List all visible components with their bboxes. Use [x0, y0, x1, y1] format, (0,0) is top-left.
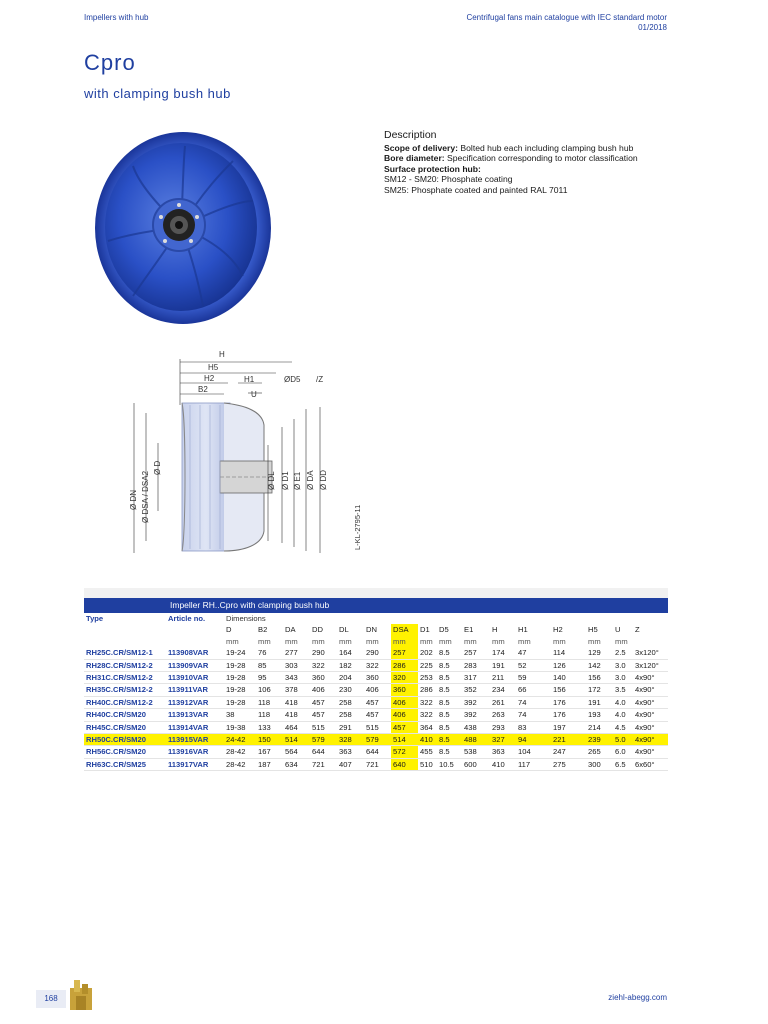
blank-cell	[166, 624, 224, 635]
dim-label-D1: Ø D1	[281, 471, 290, 490]
value-cell: 328	[337, 734, 364, 746]
value-cell: 277	[283, 647, 310, 659]
column-header: H5	[588, 625, 598, 635]
dimension-drawing	[124, 345, 374, 567]
dim-label-DN: Ø DN	[129, 490, 138, 510]
value-cell: 406	[364, 684, 391, 696]
scope-text: Bolted hub each including clamping bush hub	[460, 142, 634, 153]
value-cell: 322	[418, 709, 437, 721]
value-cell: 644	[364, 746, 391, 758]
unit-cell: mm	[615, 636, 628, 646]
value-cell: 191	[490, 659, 516, 671]
value-cell: 204	[337, 672, 364, 684]
value-cell: 150	[256, 734, 283, 746]
value-cell: 514	[283, 734, 310, 746]
dim-label-H1: H1	[244, 375, 255, 384]
value-cell: 83	[516, 721, 551, 733]
value-cell: 286	[391, 659, 418, 671]
value-cell: 378	[283, 684, 310, 696]
dim-label-Z: /Z	[316, 375, 324, 384]
table-row	[84, 659, 668, 671]
value-cell: 2.5	[613, 647, 633, 659]
value-cell: 290	[364, 647, 391, 659]
value-cell: 19-38	[224, 721, 256, 733]
value-cell: 239	[586, 734, 613, 746]
value-cell: 538	[462, 746, 490, 758]
column-header: DD	[312, 625, 323, 635]
value-cell: 4x90°	[633, 709, 668, 721]
value-cell: 488	[462, 734, 490, 746]
value-cell: 28-42	[224, 758, 256, 770]
value-cell: 4x90°	[633, 734, 668, 746]
value-cell: 634	[283, 758, 310, 770]
value-cell: 172	[586, 684, 613, 696]
value-cell: 191	[586, 696, 613, 708]
value-cell: 174	[490, 647, 516, 659]
value-cell: 418	[283, 696, 310, 708]
table-row	[84, 647, 668, 659]
value-cell: 114	[551, 647, 586, 659]
value-cell: 640	[391, 758, 418, 770]
value-cell: 258	[337, 696, 364, 708]
unit-cell: mm	[464, 636, 477, 646]
value-cell: 106	[256, 684, 283, 696]
type-cell: RH56C.CR/SM20	[84, 746, 166, 758]
unit-cell: mm	[420, 636, 433, 646]
type-cell: RH40C.CR/SM12-2	[84, 696, 166, 708]
value-cell: 8.5	[437, 659, 462, 671]
bore-label: Bore diameter:	[384, 153, 445, 164]
value-cell: 457	[310, 696, 337, 708]
value-cell: 140	[551, 672, 586, 684]
surface-line-1: SM12 - SM20: Phosphate coating	[384, 174, 513, 185]
value-cell: 156	[586, 672, 613, 684]
value-cell: 118	[256, 709, 283, 721]
value-cell: 438	[462, 721, 490, 733]
header-catalogue-date: 01/2018	[638, 23, 667, 32]
unit-cell: mm	[588, 636, 601, 646]
unit-cell: mm	[439, 636, 452, 646]
value-cell: 95	[256, 672, 283, 684]
table-row	[84, 758, 668, 770]
surface-label: Surface protection hub:	[384, 163, 481, 174]
value-cell: 6x60°	[633, 758, 668, 770]
table-units-row	[84, 636, 668, 647]
dim-label-D5: ØD5	[284, 375, 301, 384]
value-cell: 515	[364, 721, 391, 733]
column-header: DN	[366, 625, 377, 635]
value-cell: 3.5	[613, 684, 633, 696]
value-cell: 515	[310, 721, 337, 733]
table-row	[84, 709, 668, 721]
value-cell: 322	[418, 696, 437, 708]
header-dimensions: Dimensions	[226, 614, 266, 623]
value-cell: 253	[418, 672, 437, 684]
header-article: Article no.	[168, 614, 206, 623]
value-cell: 85	[256, 659, 283, 671]
value-cell: 343	[283, 672, 310, 684]
value-cell: 8.5	[437, 734, 462, 746]
column-header: H	[492, 625, 498, 635]
value-cell: 4x90°	[633, 684, 668, 696]
blank-cell	[84, 624, 166, 635]
value-cell: 4x90°	[633, 672, 668, 684]
value-cell: 6.5	[613, 758, 633, 770]
value-cell: 721	[310, 758, 337, 770]
value-cell: 19-28	[224, 672, 256, 684]
value-cell: 225	[418, 659, 437, 671]
value-cell: 8.5	[437, 709, 462, 721]
column-header: H2	[553, 625, 563, 635]
type-cell: RH28C.CR/SM12-2	[84, 659, 166, 671]
surface-protection	[384, 164, 684, 175]
header-type: Type	[86, 614, 104, 623]
value-cell: 8.5	[437, 721, 462, 733]
value-cell: 10.5	[437, 758, 462, 770]
table-caption: Impeller RH..Cpro with clamping bush hub	[84, 598, 668, 613]
value-cell: 4.5	[613, 721, 633, 733]
column-header: U	[615, 625, 621, 635]
company-logo	[68, 978, 94, 1010]
value-cell: 455	[418, 746, 437, 758]
unit-cell	[633, 636, 668, 647]
description-heading: Description	[384, 129, 437, 141]
unit-cell: mm	[285, 636, 298, 646]
value-cell: 457	[310, 709, 337, 721]
value-cell: 364	[418, 721, 437, 733]
value-cell: 74	[516, 696, 551, 708]
article-cell: 113908VAR	[166, 647, 224, 659]
column-header: B2	[258, 625, 268, 635]
scope-of-delivery	[384, 143, 684, 154]
value-cell: 3.0	[613, 672, 633, 684]
value-cell: 4x90°	[633, 721, 668, 733]
type-cell: RH25C.CR/SM12-1	[84, 647, 166, 659]
table-row	[84, 721, 668, 733]
value-cell: 464	[283, 721, 310, 733]
value-cell: 118	[256, 696, 283, 708]
table-header-row	[84, 613, 668, 624]
value-cell: 66	[516, 684, 551, 696]
value-cell: 8.5	[437, 672, 462, 684]
value-cell: 410	[490, 758, 516, 770]
value-cell: 360	[391, 684, 418, 696]
value-cell: 4x90°	[633, 746, 668, 758]
column-header: DSA	[391, 624, 418, 635]
page-number: 168	[36, 990, 66, 1008]
column-header: Z	[635, 625, 640, 635]
value-cell: 457	[391, 721, 418, 733]
value-cell: 142	[586, 659, 613, 671]
unit-cell: mm	[391, 636, 418, 647]
type-cell: RH45C.CR/SM20	[84, 721, 166, 733]
page-subtitle: with clamping bush hub	[84, 86, 231, 101]
table-row	[84, 684, 668, 696]
value-cell: 6.0	[613, 746, 633, 758]
description-block	[384, 130, 684, 196]
value-cell: 197	[551, 721, 586, 733]
table-row	[84, 696, 668, 708]
value-cell: 167	[256, 746, 283, 758]
value-cell: 410	[418, 734, 437, 746]
value-cell: 322	[310, 659, 337, 671]
table-row	[84, 672, 668, 684]
value-cell: 193	[586, 709, 613, 721]
value-cell: 407	[337, 758, 364, 770]
page-title: Cpro	[84, 50, 136, 75]
value-cell: 293	[490, 721, 516, 733]
value-cell: 457	[364, 696, 391, 708]
value-cell: 19-24	[224, 647, 256, 659]
value-cell: 600	[462, 758, 490, 770]
value-cell: 19-28	[224, 659, 256, 671]
value-cell: 133	[256, 721, 283, 733]
value-cell: 363	[490, 746, 516, 758]
type-cell: RH40C.CR/SM20	[84, 709, 166, 721]
column-header: H1	[518, 625, 528, 635]
dim-label-E1: Ø E1	[293, 471, 302, 490]
value-cell: 19-28	[224, 684, 256, 696]
value-cell: 126	[551, 659, 586, 671]
value-cell: 363	[337, 746, 364, 758]
dim-label-H2: H2	[204, 374, 215, 383]
value-cell: 59	[516, 672, 551, 684]
dim-label-DL: Ø DL	[267, 471, 276, 490]
value-cell: 117	[516, 758, 551, 770]
unit-cell: mm	[226, 636, 239, 646]
value-cell: 406	[310, 684, 337, 696]
header-catalogue-title	[466, 13, 667, 33]
column-header: DA	[285, 625, 296, 635]
value-cell: 322	[364, 659, 391, 671]
column-header: E1	[464, 625, 474, 635]
value-cell: 721	[364, 758, 391, 770]
value-cell: 291	[337, 721, 364, 733]
value-cell: 176	[551, 696, 586, 708]
value-cell: 3x120°	[633, 647, 668, 659]
value-cell: 4x90°	[633, 696, 668, 708]
dim-label-D: Ø D	[153, 460, 162, 475]
value-cell: 94	[516, 734, 551, 746]
value-cell: 234	[490, 684, 516, 696]
value-cell: 257	[462, 647, 490, 659]
value-cell: 360	[364, 672, 391, 684]
value-cell: 202	[418, 647, 437, 659]
dim-label-DD: Ø DD	[319, 470, 328, 490]
table-row	[84, 734, 668, 746]
value-cell: 176	[551, 709, 586, 721]
column-header: D	[226, 625, 232, 635]
article-cell: 113915VAR	[166, 734, 224, 746]
article-cell: 113914VAR	[166, 721, 224, 733]
table-column-names-row	[84, 624, 668, 635]
unit-cell: mm	[518, 636, 531, 646]
table-body	[84, 613, 668, 771]
article-cell: 113912VAR	[166, 696, 224, 708]
value-cell: 644	[310, 746, 337, 758]
value-cell: 8.5	[437, 696, 462, 708]
column-header: D5	[439, 625, 449, 635]
value-cell: 230	[337, 684, 364, 696]
value-cell: 579	[310, 734, 337, 746]
value-cell: 247	[551, 746, 586, 758]
value-cell: 129	[586, 647, 613, 659]
article-cell: 113909VAR	[166, 659, 224, 671]
value-cell: 572	[391, 746, 418, 758]
value-cell: 47	[516, 647, 551, 659]
dim-label-DA: Ø DA	[306, 470, 315, 490]
type-cell: RH63C.CR/SM25	[84, 758, 166, 770]
value-cell: 8.5	[437, 684, 462, 696]
dim-label-DSA: Ø DSA / DSA2	[141, 470, 150, 523]
value-cell: 564	[283, 746, 310, 758]
type-cell: RH50C.CR/SM20	[84, 734, 166, 746]
unit-cell: mm	[258, 636, 271, 646]
dimensions-table	[84, 588, 668, 771]
value-cell: 510	[418, 758, 437, 770]
value-cell: 327	[490, 734, 516, 746]
unit-cell: mm	[492, 636, 505, 646]
blank-cell	[166, 636, 224, 647]
value-cell: 392	[462, 709, 490, 721]
value-cell: 406	[391, 709, 418, 721]
value-cell: 261	[490, 696, 516, 708]
column-header: D1	[420, 625, 430, 635]
unit-cell: mm	[339, 636, 352, 646]
value-cell: 457	[364, 709, 391, 721]
company-url: ziehl-abegg.com	[608, 993, 667, 1002]
value-cell: 8.5	[437, 647, 462, 659]
value-cell: 283	[462, 659, 490, 671]
value-cell: 38	[224, 709, 256, 721]
unit-cell: mm	[553, 636, 566, 646]
value-cell: 265	[586, 746, 613, 758]
value-cell: 8.5	[437, 746, 462, 758]
article-cell: 113911VAR	[166, 684, 224, 696]
value-cell: 4.0	[613, 696, 633, 708]
article-cell: 113910VAR	[166, 672, 224, 684]
table-row	[84, 746, 668, 758]
blank-cell	[84, 636, 166, 647]
value-cell: 303	[283, 659, 310, 671]
value-cell: 4.0	[613, 709, 633, 721]
value-cell: 187	[256, 758, 283, 770]
value-cell: 406	[391, 696, 418, 708]
value-cell: 221	[551, 734, 586, 746]
value-cell: 579	[364, 734, 391, 746]
value-cell: 514	[391, 734, 418, 746]
value-cell: 352	[462, 684, 490, 696]
value-cell: 24-42	[224, 734, 256, 746]
unit-cell: mm	[366, 636, 379, 646]
value-cell: 3x120°	[633, 659, 668, 671]
value-cell: 19-28	[224, 696, 256, 708]
scope-label: Scope of delivery:	[384, 142, 459, 153]
type-cell: RH31C.CR/SM12-2	[84, 672, 166, 684]
value-cell: 52	[516, 659, 551, 671]
dim-label-U: U	[251, 390, 257, 399]
value-cell: 5.0	[613, 734, 633, 746]
unit-cell: mm	[312, 636, 325, 646]
impeller-photo	[93, 131, 273, 326]
value-cell: 3.0	[613, 659, 633, 671]
value-cell: 76	[256, 647, 283, 659]
value-cell: 290	[310, 647, 337, 659]
value-cell: 28-42	[224, 746, 256, 758]
value-cell: 104	[516, 746, 551, 758]
drawing-reference: L-KL-2795-11	[353, 504, 362, 550]
value-cell: 258	[337, 709, 364, 721]
dim-label-H: H	[219, 350, 225, 359]
article-cell: 113916VAR	[166, 746, 224, 758]
header-catalogue-line: Centrifugal fans main catalogue with IEC standard motor	[466, 13, 667, 22]
value-cell: 164	[337, 647, 364, 659]
value-cell: 392	[462, 696, 490, 708]
value-cell: 317	[462, 672, 490, 684]
value-cell: 182	[337, 659, 364, 671]
value-cell: 263	[490, 709, 516, 721]
value-cell: 275	[551, 758, 586, 770]
dim-label-B2: B2	[198, 385, 208, 394]
value-cell: 360	[310, 672, 337, 684]
value-cell: 74	[516, 709, 551, 721]
article-cell: 113917VAR	[166, 758, 224, 770]
value-cell: 300	[586, 758, 613, 770]
column-header: DL	[339, 625, 349, 635]
article-cell: 113913VAR	[166, 709, 224, 721]
value-cell: 257	[391, 647, 418, 659]
dim-label-H5: H5	[208, 363, 219, 372]
bore-text: Specification corresponding to motor classification	[447, 153, 638, 164]
bore-diameter	[384, 153, 684, 164]
value-cell: 211	[490, 672, 516, 684]
value-cell: 320	[391, 672, 418, 684]
surface-line-2: SM25: Phosphate coated and painted RAL 7011	[384, 184, 568, 195]
header-section-label: Impellers with hub	[84, 13, 149, 22]
type-cell: RH35C.CR/SM12-2	[84, 684, 166, 696]
table-top-bar	[84, 588, 668, 598]
value-cell: 156	[551, 684, 586, 696]
value-cell: 214	[586, 721, 613, 733]
value-cell: 418	[283, 709, 310, 721]
value-cell: 286	[418, 684, 437, 696]
table-grid	[84, 613, 668, 771]
